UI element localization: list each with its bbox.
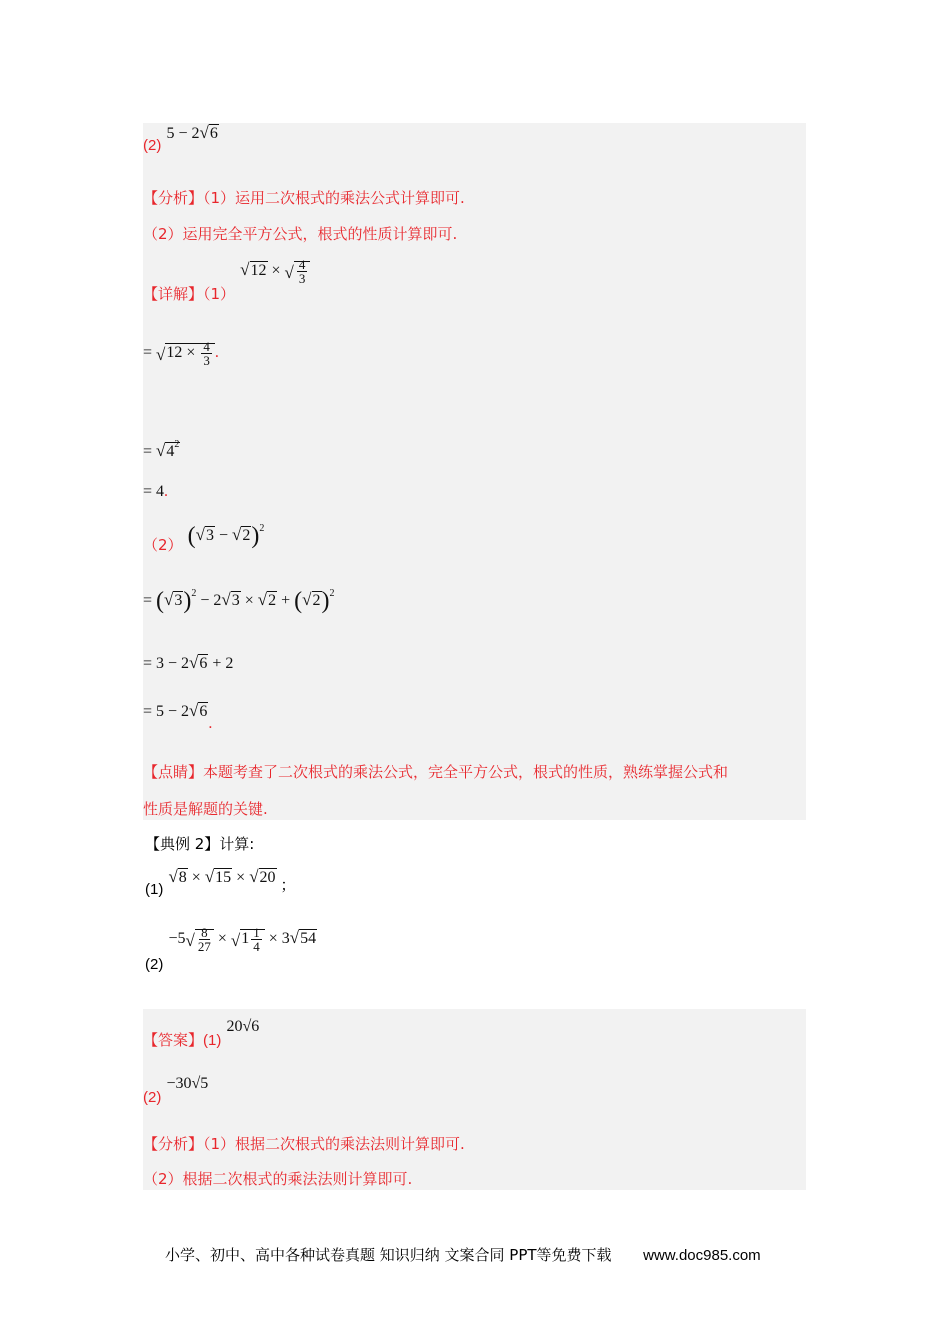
question-1-expression: √8 × √15 × √20: [168, 867, 276, 886]
comment-text-1: 本题考查了二次根式的乘法公式，完全平方公式，根式的性质，熟练掌握公式和: [203, 763, 729, 781]
question-2-expression: −5√ $\frac{8}{27}$ × √1 $\frac{1}{4}$ × 3√54: [168, 925, 317, 954]
answer-2b-math: −30√5: [166, 1075, 209, 1092]
footer-url[interactable]: www.doc985.com: [643, 1247, 761, 1264]
detail-step-6: = 5 − 2√6.: [143, 701, 213, 732]
question-1-label: (1): [145, 881, 164, 898]
comment-tag: 【点睛】: [143, 763, 204, 781]
answer-2-math: 5 − 2√6: [166, 123, 218, 142]
comment-text-2: 性质是解题的关键.: [143, 800, 268, 818]
footer: [165, 1244, 761, 1265]
detail-label-2: （2）: [143, 536, 183, 554]
answer-line-2: [143, 1073, 209, 1106]
answer-1-math: 20√6: [226, 1018, 260, 1035]
analysis2-line-1: [143, 1133, 465, 1154]
answer-2-label: (2): [143, 137, 162, 154]
question-2-label: (2): [145, 956, 164, 974]
analysis2-line-2: [143, 1168, 412, 1189]
detail-line-1: [143, 257, 310, 304]
answer-2-line: [143, 123, 219, 155]
comment-line-2: [143, 798, 268, 819]
detail-tag: 【详解】: [143, 285, 204, 304]
analysis2-text-2: （2）根据二次根式的乘法法则计算即可.: [143, 1170, 413, 1188]
detail-line-2: [143, 523, 265, 554]
detail-step-1: = √12 × $\frac{4}{3}$ .: [143, 339, 219, 368]
analysis-text-2: （2）运用完全平方公式，根式的性质计算即可.: [143, 225, 458, 243]
analysis2-tag: 【分析】: [143, 1135, 204, 1153]
example-2-title: 【典例 2】计算:: [145, 835, 255, 853]
answer-2b-label: (2): [143, 1089, 162, 1106]
detail-1-expression: √12 × √ $\frac{4}{3}$: [240, 262, 310, 279]
detail-step-5: = 3 − 2√6 + 2: [143, 653, 234, 672]
detail-label-1: （1）: [203, 285, 236, 304]
detail-step-2: = $√4^2$: [143, 439, 180, 460]
question-2-line: [145, 925, 317, 974]
detail-2-expression: $(√3 - √2)^2$: [187, 523, 265, 549]
answer-line-1: [143, 1015, 260, 1049]
analysis-line-2: [143, 223, 457, 244]
question-1-line: [145, 866, 296, 898]
detail-step-4: = $(√3)^2 - 2√3 \times √2 + (√2)^2$: [143, 588, 335, 614]
question-1-end: ；: [280, 876, 296, 894]
analysis-text-1: （1）运用二次根式的乘法公式计算即可.: [203, 189, 465, 207]
analysis2-text-1: （1）根据二次根式的乘法法则计算即可.: [203, 1135, 465, 1153]
comment-line-1: [143, 761, 728, 782]
analysis-line-1: [143, 187, 465, 208]
footer-text: 小学、初中、高中各种试卷真题 知识归纳 文案合同 PPT等免费下载: [165, 1246, 612, 1264]
solution-block-2: [143, 1009, 806, 1190]
analysis-tag: 【分析】: [143, 189, 204, 207]
solution-block-1: [143, 123, 806, 820]
answer-tag: 【答案】: [143, 1031, 204, 1049]
detail-step-3: = 4.: [143, 483, 169, 500]
answer-1-label: (1): [203, 1032, 222, 1049]
